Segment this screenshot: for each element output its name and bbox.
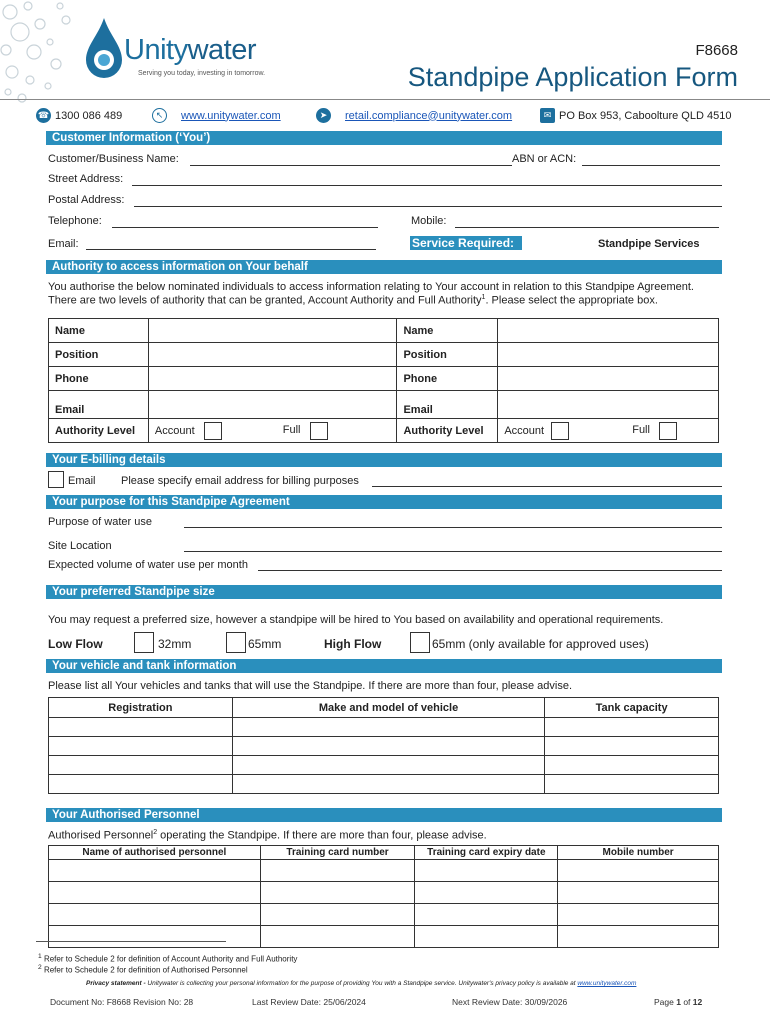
position-label-b: Position [397,343,498,367]
table-row [49,860,719,882]
section-authority: Authority to access information on Your behalf [46,260,722,274]
mobile-field[interactable] [455,227,719,228]
table-header-row [49,698,719,718]
abn-label: ABN or ACN: [512,153,577,165]
personnel-table [48,845,719,948]
name-label-b: Name [397,319,498,343]
document-number: Document No: F8668 Revision No: 28 [50,997,194,1007]
envelope-icon: ✉ [540,108,555,123]
personnel-cell[interactable] [49,882,261,904]
account-checkbox-b[interactable] [551,422,569,440]
phone-icon: ☎ [36,108,51,123]
vehicle-cell[interactable] [232,718,544,737]
authority-level-label-b: Authority Level [397,419,498,443]
cursor-icon: ↖ [152,108,167,123]
email-label-b: Email [397,391,498,419]
table-row [49,904,719,926]
section-ebilling: Your E-billing details [46,453,722,467]
table-row [49,319,719,343]
size-65mm-high-checkbox[interactable] [410,632,430,653]
vehicle-cell[interactable] [232,737,544,756]
service-value: Standpipe Services [598,238,700,250]
last-review-date: Last Review Date: 25/06/2024 [252,997,366,1007]
personnel-cell[interactable] [558,904,719,926]
section-personnel: Your Authorised Personnel [46,808,722,822]
authority-level-cell-b [498,419,719,443]
privacy-statement: Privacy statement - Unitywater is collecting your personal information for the purpose of providing You with a Standpipe service. Unitywater's privacy policy is available at www.unitywater.com [86,980,637,987]
personnel-cell[interactable] [49,860,261,882]
personnel-cell[interactable] [260,904,415,926]
size-65mm-label: 65mm [248,637,282,651]
personnel-cell[interactable] [260,882,415,904]
full-option-label: Full [632,424,650,437]
vehicle-cell[interactable] [545,737,719,756]
high-flow-label: High Flow [324,637,382,651]
col-make-model: Make and model of vehicle [232,698,544,718]
abn-field[interactable] [582,165,720,166]
low-flow-label: Low Flow [48,637,103,651]
vehicle-cell[interactable] [545,756,719,775]
brand-tagline: Serving you today, investing in tomorrow. [138,70,266,77]
postal-address-label: Postal Address: [48,194,125,206]
vehicle-cell[interactable] [232,775,544,794]
account-option-label: Account [504,424,545,437]
volume-field[interactable] [258,570,722,571]
position-label-a: Position [49,343,149,367]
purpose-label: Purpose of water use [48,516,152,528]
contact-email [316,108,512,123]
personnel-intro: Authorised Personnel$^2$ operating the Standpipe. If there are more than four, please advise. [48,829,487,842]
email-label-a: Email [49,391,149,419]
phone-label-b: Phone [397,367,498,391]
table-row [49,391,719,419]
water-drop-logo-icon [82,16,126,82]
phone-cell-b[interactable] [498,367,719,391]
full-checkbox-b[interactable] [659,422,677,440]
size-32mm-label: 32mm [158,637,192,651]
vehicle-cell[interactable] [232,756,544,775]
email-label: Email: [48,238,79,250]
page-number: Page 1 of 12 [654,997,703,1007]
col-mobile-number: Mobile number [558,846,719,860]
name-cell-a[interactable] [148,319,397,343]
footnote-1: $^1$ Refer to Schedule 2 for definition of Account Authority and Full Authority [38,953,298,964]
header-divider [0,99,770,100]
authority-intro-1: You authorise the below nominated individuals to access information relating to Your account in relation to this Standpipe Agreement. [48,281,694,293]
website-link[interactable]: www.unitywater.com [181,109,281,122]
street-address-field[interactable] [132,185,722,186]
vehicle-cell[interactable] [545,718,719,737]
personnel-cell[interactable] [415,904,558,926]
position-cell-b[interactable] [498,343,719,367]
privacy-link[interactable]: www.unitywater.com [577,980,637,987]
table-header-row [49,846,719,860]
next-review-date: Next Review Date: 30/09/2026 [452,997,568,1007]
ebilling-email-field[interactable] [372,486,722,487]
size-65mm-checkbox[interactable] [226,632,246,653]
name-label-a: Name [49,319,149,343]
section-vehicle: Your vehicle and tank information [46,659,722,673]
street-address-label: Street Address: [48,173,124,185]
table-row [49,756,719,775]
personnel-cell[interactable] [415,882,558,904]
table-row [49,926,719,948]
table-row [49,343,719,367]
email-cell-b[interactable] [498,391,719,419]
site-location-field[interactable] [184,551,722,552]
vehicle-table [48,697,719,794]
email-link[interactable]: retail.compliance@unitywater.com [345,109,513,122]
col-personnel-name: Name of authorised personnel [49,846,261,860]
ebilling-email-label: Email [68,475,96,487]
personnel-cell[interactable] [49,926,261,948]
table-row [49,737,719,756]
telephone-label: Telephone: [48,215,102,227]
size-65mm-high-label: 65mm (only available for approved uses) [432,637,649,651]
table-row [49,419,719,443]
authority-level-label-a: Authority Level [49,419,149,443]
table-row [49,367,719,391]
vehicle-cell[interactable] [49,718,233,737]
position-cell-a[interactable] [148,343,397,367]
telephone-field[interactable] [112,227,378,228]
full-option-label: Full [282,424,301,437]
size-32mm-checkbox[interactable] [134,632,154,653]
table-row [49,882,719,904]
form-number: F8668 [695,42,738,59]
personnel-cell[interactable] [49,904,261,926]
footnote-divider [36,941,226,942]
contact-website [152,108,281,123]
vehicle-cell[interactable] [545,775,719,794]
full-checkbox-a[interactable] [310,422,328,440]
vehicle-cell[interactable] [49,737,233,756]
authority-level-cell-a [148,419,397,443]
vehicle-intro: Please list all Your vehicles and tanks that will use the Standpipe. If there are more than four, please advise. [48,680,573,692]
section-size: Your preferred Standpipe size [46,585,722,599]
volume-label: Expected volume of water use per month [48,559,248,571]
size-intro: You may request a preferred size, however a standpipe will be hired to You based on availability and operational requirements. [48,614,664,626]
section-purpose: Your purpose for this Standpipe Agreement [46,495,722,509]
personnel-cell[interactable] [415,860,558,882]
table-row [49,718,719,737]
send-icon: ➤ [316,108,331,123]
ebilling-email-checkbox[interactable] [48,471,64,488]
contact-phone: ☎ 1300 086 489 [37,109,123,122]
vehicle-cell[interactable] [49,775,233,794]
customer-name-field[interactable] [190,165,512,166]
col-training-card-expiry: Training card expiry date [415,846,558,860]
section-customer-information: Customer Information (‘You’) [46,131,722,145]
personnel-cell[interactable] [558,860,719,882]
footnote-2: $^2$ Refer to Schedule 2 for definition of Authorised Personnel [38,964,248,975]
phone-label-a: Phone [49,367,149,391]
account-option-label: Account [154,424,195,437]
form-title: Standpipe Application Form [407,62,738,92]
postal-address-field[interactable] [134,206,722,207]
personnel-cell[interactable] [558,882,719,904]
table-row [49,775,719,794]
vehicle-cell[interactable] [49,756,233,775]
purpose-field[interactable] [184,527,722,528]
col-tank-capacity: Tank capacity [545,698,719,718]
personnel-cell[interactable] [558,926,719,948]
authority-intro-2: There are two levels of authority that can be granted, Account Authority and Full Authority$^1$. Please select the appropriate box. [48,294,658,307]
col-training-card-number: Training card number [260,846,415,860]
mobile-label: Mobile: [411,215,447,227]
contact-post: ✉ PO Box 953, Caboolture QLD 4510 [540,108,731,123]
phone-cell-a[interactable] [148,367,397,391]
site-location-label: Site Location [48,540,112,552]
personnel-cell[interactable] [415,926,558,948]
name-cell-b[interactable] [498,319,719,343]
service-required-label: Service Required: [410,236,522,250]
authority-table [48,318,719,443]
brand-wordmark: Unitywater [124,34,256,66]
ebilling-specify-label: Please specify email address for billing purposes [121,475,359,487]
personnel-cell[interactable] [260,860,415,882]
email-cell-a[interactable] [148,391,397,419]
customer-name-label: Customer/Business Name: [48,153,179,165]
email-field[interactable] [86,249,376,250]
account-checkbox-a[interactable] [204,422,222,440]
personnel-cell[interactable] [260,926,415,948]
col-registration: Registration [49,698,233,718]
